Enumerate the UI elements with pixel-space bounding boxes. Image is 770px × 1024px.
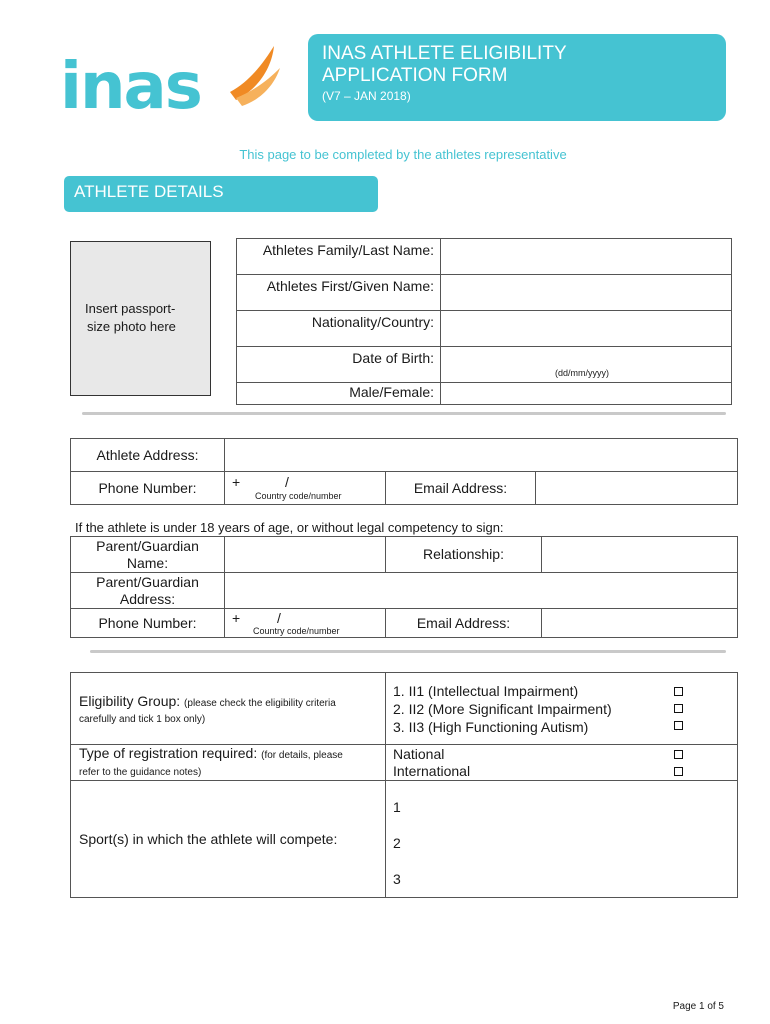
athlete-address-field[interactable] xyxy=(225,439,738,472)
form-version: (V7 – JAN 2018) xyxy=(322,89,411,103)
eligibility-label-cell xyxy=(71,673,386,745)
page-instruction: This page to be completed by the athletes representative xyxy=(239,147,567,162)
registration-hint: (for details, please xyxy=(261,749,343,761)
form-title-line2: APPLICATION FORM xyxy=(322,65,508,86)
checkbox-international[interactable] xyxy=(674,767,683,776)
guardian-name-field[interactable] xyxy=(225,537,386,573)
checkbox-ii1[interactable] xyxy=(674,687,683,696)
photo-placeholder-line1: Insert passport- xyxy=(85,301,176,316)
checkbox-ii2[interactable] xyxy=(674,704,683,713)
guardian-address-label: Parent/Guardian Address: xyxy=(71,573,225,609)
dob-format-hint: (dd/mm/yyyy) xyxy=(555,368,609,378)
guardian-phone-slash: / xyxy=(277,610,281,626)
registration-label-cell xyxy=(71,745,386,781)
guardian-email-field[interactable] xyxy=(542,609,738,638)
first-name-label: Athletes First/Given Name: xyxy=(237,275,441,311)
gender-label: Male/Female: xyxy=(237,383,441,405)
email-field[interactable] xyxy=(536,472,738,505)
sports-fields[interactable] xyxy=(386,781,738,898)
registration-options xyxy=(386,745,738,781)
nationality-label: Nationality/Country: xyxy=(237,311,441,347)
guardian-phone-label: Phone Number: xyxy=(71,609,225,638)
form-title-box xyxy=(308,34,726,121)
dob-label: Date of Birth: xyxy=(237,347,441,383)
registration-hint-2: refer to the guidance notes) xyxy=(79,766,202,778)
divider xyxy=(90,650,726,653)
registration-option-national: National xyxy=(393,746,737,763)
section-title: ATHLETE DETAILS xyxy=(64,176,378,212)
inas-logo xyxy=(60,40,290,120)
registration-label: Type of registration required: xyxy=(79,744,258,761)
athlete-contact-table xyxy=(70,438,738,505)
guardian-phone-plus: + xyxy=(232,610,241,626)
checkbox-ii3[interactable] xyxy=(674,721,683,730)
sport-slot-1[interactable]: 1 xyxy=(393,799,401,815)
eligibility-label: Eligibility Group: xyxy=(79,692,181,709)
eligibility-hint: (please check the eligibility criteria xyxy=(184,697,336,709)
guardian-phone-hint: Country code/number xyxy=(253,626,340,636)
guardian-name-label: Parent/Guardian Name: xyxy=(71,537,225,573)
relationship-field[interactable] xyxy=(542,537,738,573)
eligibility-options xyxy=(386,673,738,745)
guardian-phone-field[interactable] xyxy=(225,609,386,638)
svg-text:inas: inas xyxy=(60,50,201,120)
athlete-address-label: Athlete Address: xyxy=(71,439,225,472)
eligibility-table xyxy=(70,672,738,898)
eligibility-option-ii1: 1. II1 (Intellectual Impairment) xyxy=(393,682,737,700)
registration-option-international: International xyxy=(393,763,737,780)
photo-placeholder[interactable] xyxy=(70,241,211,396)
athlete-details-table xyxy=(236,238,732,405)
email-label: Email Address: xyxy=(386,472,536,505)
phone-hint: Country code/number xyxy=(255,491,342,501)
family-name-field[interactable] xyxy=(441,239,732,275)
eligibility-option-ii3: 3. II3 (High Functioning Autism) xyxy=(393,718,737,736)
sports-label: Sport(s) in which the athlete will compete: xyxy=(71,781,386,898)
relationship-label: Relationship: xyxy=(386,537,542,573)
phone-slash: / xyxy=(285,474,289,490)
eligibility-option-ii2: 2. II2 (More Significant Impairment) xyxy=(393,700,737,718)
checkbox-national[interactable] xyxy=(674,750,683,759)
guardian-note: If the athlete is under 18 years of age, or without legal competency to sign: xyxy=(75,520,504,535)
nationality-field[interactable] xyxy=(441,311,732,347)
guardian-email-label: Email Address: xyxy=(386,609,542,638)
page-number: Page 1 of 5 xyxy=(672,1001,724,1012)
sport-slot-2[interactable]: 2 xyxy=(393,835,401,851)
guardian-address-field[interactable] xyxy=(225,573,738,609)
gender-field[interactable] xyxy=(441,383,732,405)
phone-plus: + xyxy=(232,474,241,490)
first-name-field[interactable] xyxy=(441,275,732,311)
sport-slot-3[interactable]: 3 xyxy=(393,871,401,887)
form-title-line1: INAS ATHLETE ELIGIBILITY xyxy=(322,43,567,64)
eligibility-hint-2: carefully and tick 1 box only) xyxy=(79,713,206,725)
phone-label: Phone Number: xyxy=(71,472,225,505)
family-name-label: Athletes Family/Last Name: xyxy=(237,239,441,275)
dob-field[interactable] xyxy=(441,347,732,383)
photo-placeholder-line2: size photo here xyxy=(87,319,176,334)
guardian-table xyxy=(70,536,738,638)
phone-field[interactable] xyxy=(225,472,386,505)
divider xyxy=(82,412,726,415)
